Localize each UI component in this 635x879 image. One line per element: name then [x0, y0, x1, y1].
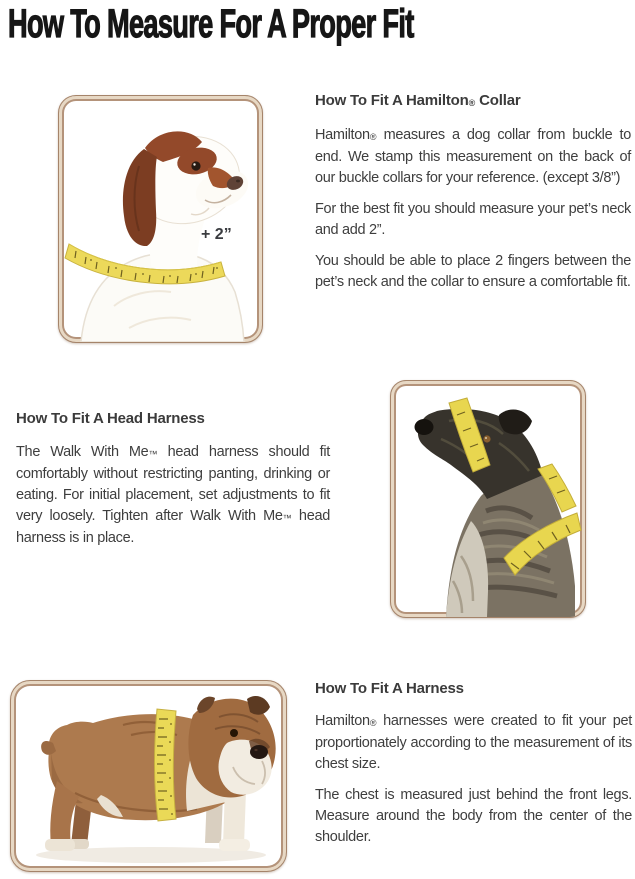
chest-tape	[155, 709, 177, 821]
harness-paragraph-1: Hamilton® harnesses were created to fit your pet proportionately according to the measurement of its chest size.	[315, 713, 632, 772]
harness-section-text	[315, 678, 632, 858]
collar-section-text	[315, 90, 631, 303]
head-harness-photo-frame	[390, 380, 586, 618]
harness-heading: How To Fit A Harness	[315, 680, 464, 697]
head-harness-paragraph: The Walk With Me™ head harness should fit comfortably without restricting panting, drinking or eating. For initial placement, set adjustments to fit very loosely. Tighten after Walk With Me™ head harness is in place.	[16, 444, 330, 546]
trademark-symbol: ™	[148, 449, 158, 459]
trademark-symbol: ™	[282, 513, 292, 523]
bulldog-illustration	[11, 681, 286, 871]
brindle-dog-illustration	[391, 381, 585, 617]
collar-paragraph-2: For the best fit you should measure your pet’s neck and add 2”.	[315, 201, 631, 238]
spaniel-dog-illustration	[59, 96, 262, 342]
collar-heading: How To Fit A Hamilton® Collar	[315, 92, 521, 109]
registered-symbol: ®	[369, 718, 377, 728]
page-title: How To Measure For A Proper Fit	[8, 2, 414, 46]
head-harness-section-text	[16, 408, 330, 559]
collar-photo-frame	[58, 95, 263, 343]
add-two-inches-label: + 2”	[201, 226, 232, 243]
registered-symbol: ®	[468, 98, 476, 108]
registered-symbol: ®	[369, 132, 377, 142]
harness-photo-frame	[10, 680, 287, 872]
harness-paragraph-2: The chest is measured just behind the front legs. Measure around the body from the center of the shoulder.	[315, 787, 632, 845]
collar-paragraph-1: Hamilton® measures a dog collar from buckle to end. We stamp this measurement on the back of our buckle collars for your reference. (except 3/8”)	[315, 127, 631, 186]
head-harness-heading: How To Fit A Head Harness	[16, 410, 205, 427]
collar-paragraph-3: You should be able to place 2 fingers between the pet’s neck and the collar to ensure a comfortable fit.	[315, 253, 631, 290]
